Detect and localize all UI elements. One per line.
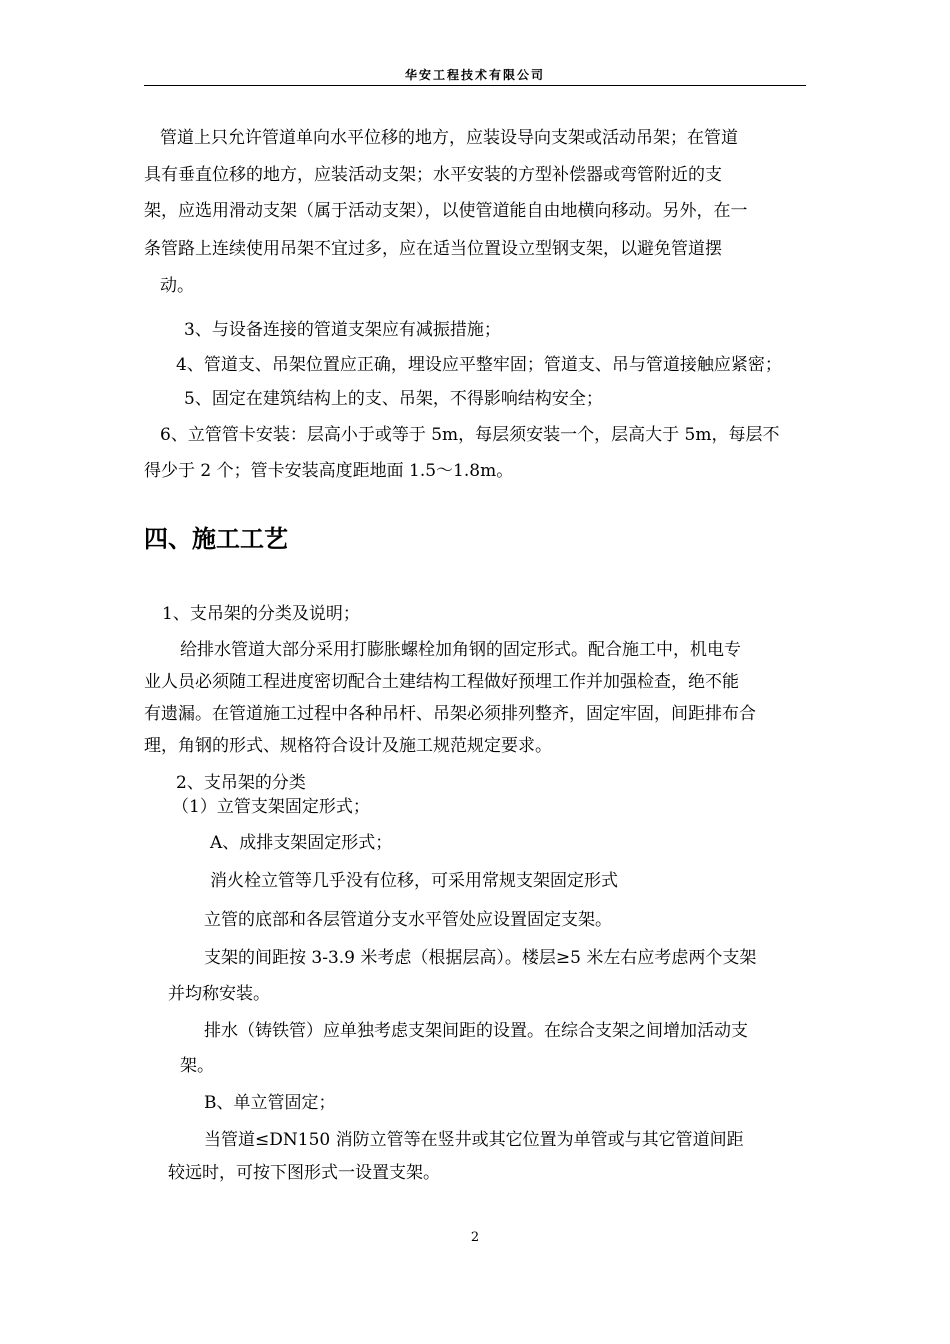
subsection-title: 2、支吊架的分类 [176,773,306,793]
paragraph-line: 条管路上连续使用吊架不宜过多，应在适当位置设立型钢支架，以避免管道摆 [144,239,722,259]
paragraph-line: 架。 [180,1056,214,1076]
paragraph-line: 立管的底部和各层管道分支水平管处应设置固定支架。 [204,910,612,930]
subsection-title: （1）立管支架固定形式； [172,797,370,817]
section-heading: 四、施工工艺 [144,525,288,553]
list-item: 3、与设备连接的管道支架应有减振措施； [184,320,501,340]
subsection-title: B、单立管固定； [204,1093,336,1113]
paragraph-line: 当管道≤DN150 消防立管等在竖井或其它位置为单管或与其它管道间距 [204,1130,744,1150]
list-item: 6、立管管卡安装：层高小于或等于 5m，每层须安装一个，层高大于 5m，每层不 [160,425,780,445]
paragraph-line: 消火栓立管等几乎没有位移，可采用常规支架固定形式 [210,871,618,891]
paragraph-line: 动。 [160,276,194,296]
paragraph-line: 管道上只允许管道单向水平位移的地方，应装设导向支架或活动吊架；在管道 [160,128,738,148]
paragraph-line: 有遗漏。在管道施工过程中各种吊杆、吊架必须排列整齐，固定牢固，间距排布合 [144,704,756,724]
page-header-company: 华安工程技术有限公司 [404,68,545,82]
paragraph-line: 业人员必须随工程进度密切配合土建结构工程做好预埋工作并加强检查，绝不能 [144,672,739,692]
page-number: 2 [470,1230,480,1245]
paragraph-line: 给排水管道大部分采用打膨胀螺栓加角钢的固定形式。配合施工中，机电专 [180,640,741,660]
paragraph-line: 架，应选用滑动支架（属于活动支架），以使管道能自由地横向移动。另外，在一 [144,201,748,221]
paragraph-line: 排水（铸铁管）应单独考虑支架间距的设置。在综合支架之间增加活动支 [204,1021,748,1041]
paragraph-line: 并均称安装。 [168,984,270,1004]
subsection-title: 1、支吊架的分类及说明； [162,604,360,624]
paragraph-line: 具有垂直位移的地方，应装活动支架；水平安装的方型补偿器或弯管附近的支 [144,165,722,185]
paragraph-line: 得少于 2 个；管卡安装高度距地面 1.5～1.8m。 [144,461,514,481]
paragraph-line: 理，角钢的形式、规格符合设计及施工规范规定要求。 [144,736,552,756]
list-item: 5、固定在建筑结构上的支、吊架，不得影响结构安全； [184,389,603,409]
paragraph-line: 支架的间距按 3-3.9 米考虑（根据层高）。楼层≥5 米左右应考虑两个支架 [204,948,757,968]
header-rule [144,85,806,86]
list-item: 4、管道支、吊架位置应正确，埋设应平整牢固；管道支、吊与管道接触应紧密； [176,355,782,375]
subsection-title: A、成排支架固定形式； [210,833,393,853]
paragraph-line: 较远时，可按下图形式一设置支架。 [168,1163,440,1183]
